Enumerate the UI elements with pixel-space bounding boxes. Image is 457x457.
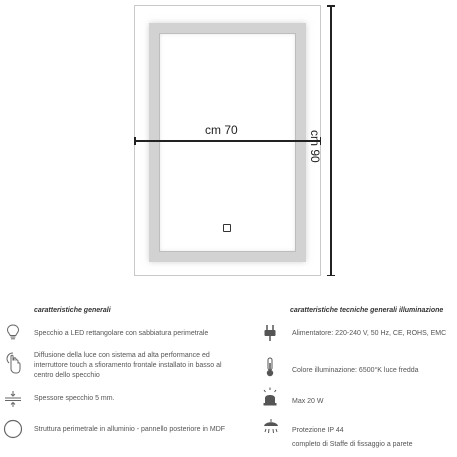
touch-hand-icon <box>5 352 21 374</box>
thickness-icon <box>4 390 22 408</box>
left-item-led-text: Specchio a LED rettangolare con sabbiatura perimetrale <box>34 330 209 337</box>
temperature-icon <box>265 357 275 377</box>
left-item-structure-text: Struttura perimetrale in alluminio - pannello posteriore in MDF <box>34 426 226 433</box>
right-item-ip-text: Protezione IP 44 <box>292 427 344 434</box>
left-item-thickness-text: Spessore specchio 5 mm. <box>34 395 115 402</box>
height-dimension-cap-bottom <box>327 275 335 277</box>
lightbulb-icon <box>6 324 20 340</box>
right-item-power-text: Alimentatore: 220-240 V, 50 Hz, CE, ROHS, EMC <box>292 330 447 337</box>
left-section-title: caratteristiche generali <box>34 307 111 314</box>
touch-switch-icon <box>223 224 231 232</box>
right-section-title: caratteristiche tecniche generali illuminazione <box>290 307 444 314</box>
height-dimension-cap-top <box>327 5 335 7</box>
right-item-brackets-text: completo di Staffe di fissaggio a parete <box>292 441 413 448</box>
width-dimension-cap-left <box>134 137 136 145</box>
width-dimension-line <box>134 140 321 142</box>
right-item-power-max-text: Max 20 W <box>292 398 324 405</box>
lamp-icon <box>261 387 279 407</box>
left-item-touch-line-1: Diffusione della luce con sistema ad alta performance ed <box>34 352 210 359</box>
circle-frame-icon <box>3 419 23 439</box>
left-item-touch-line-3: centro dello specchio <box>34 372 100 379</box>
width-label: cm 70 <box>205 123 238 137</box>
left-item-touch-line-2: interruttore touch a sfioramento frontale installato in basso al <box>34 362 222 369</box>
right-item-color-text: Colore illuminazione: 6500°K luce fredda <box>292 367 419 374</box>
height-dimension-line <box>330 5 332 276</box>
height-label: cm 90 <box>308 130 322 163</box>
led-frame-inner <box>159 33 296 252</box>
shower-icon <box>262 418 280 438</box>
power-plug-icon <box>263 324 277 342</box>
